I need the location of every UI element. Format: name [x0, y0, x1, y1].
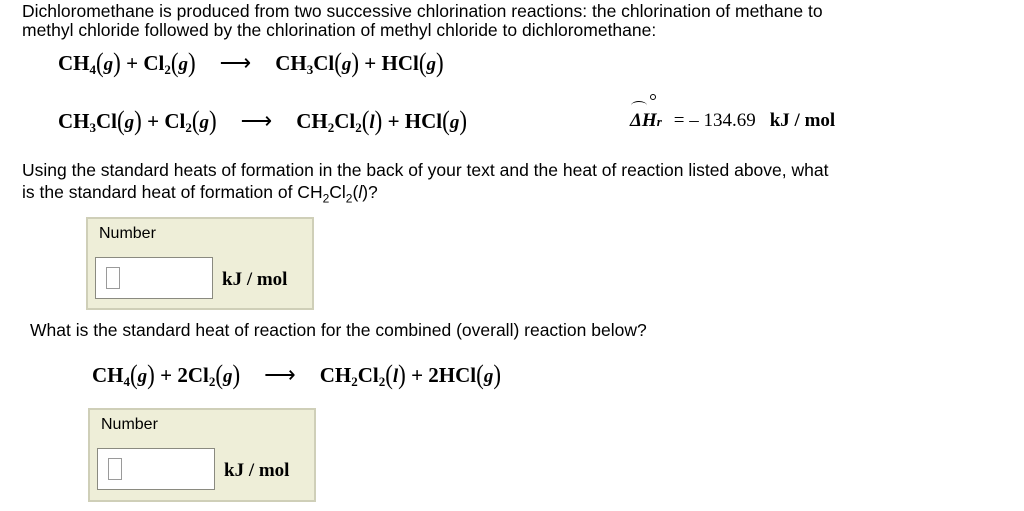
reaction-1-reactants: $CH_4(g) + Cl_2(g)$: [58, 47, 196, 78]
text-cursor-icon: [108, 458, 122, 480]
delta-h-unit: kJ / mol: [769, 110, 836, 131]
answer-2-input[interactable]: [97, 448, 215, 490]
answer-2-label: Number: [101, 416, 158, 433]
reaction-arrow-icon: ⟶: [240, 108, 273, 133]
hat-accent-icon: [631, 101, 647, 110]
delta-h-symbol: ΔH: [630, 110, 657, 132]
question-2: What is the standard heat of reaction for the combined (overall) reaction below?: [30, 320, 647, 340]
reaction-2-products: $CH_2Cl_2(l) + HCl(g)$: [296, 105, 467, 136]
answer-2-panel: [88, 408, 316, 502]
intro-line-1: Dichloromethane is produced from two successive chlorination reactions: the chlorination of methane to: [22, 1, 823, 21]
delta-h-value: = – 134.69: [673, 110, 756, 131]
degree-icon: [650, 94, 656, 100]
reaction-2: [58, 105, 467, 136]
answer-1-label: Number: [99, 225, 156, 242]
intro-line-2: methyl chloride followed by the chlorination of methyl chloride to dichloromethane:: [22, 20, 657, 40]
answer-2-unit: kJ / mol: [224, 460, 290, 481]
reaction-arrow-icon: ⟶: [264, 362, 296, 387]
question-1-line-1: Using the standard heats of formation in the back of your text and the heat of reaction listed above, what: [22, 160, 829, 180]
reaction-1-products: $CH_3Cl(g) + HCl(g)$: [275, 47, 444, 78]
reaction-overall-products: $CH_2Cl_2(l) + 2HCl(g)$: [319, 359, 501, 390]
reaction-overall: [92, 359, 501, 390]
reaction-2-reactants: $CH_3Cl(g) + Cl_2(g)$: [58, 105, 217, 136]
delta-h-subscript: r: [656, 114, 662, 129]
reaction-arrow-icon: ⟶: [219, 50, 252, 75]
answer-1-unit: kJ / mol: [222, 269, 288, 290]
question-1-line-2: is the standard heat of formation of $CH_2Cl_2(l)$?: [22, 182, 378, 206]
answer-1-panel: [86, 217, 314, 310]
reaction-1: [58, 47, 444, 78]
text-cursor-icon: [106, 267, 120, 289]
reaction-overall-reactants: $CH_4(g) + 2Cl_2(g)$: [92, 359, 241, 390]
reaction-enthalpy: [630, 110, 835, 132]
answer-1-input[interactable]: [95, 257, 213, 299]
